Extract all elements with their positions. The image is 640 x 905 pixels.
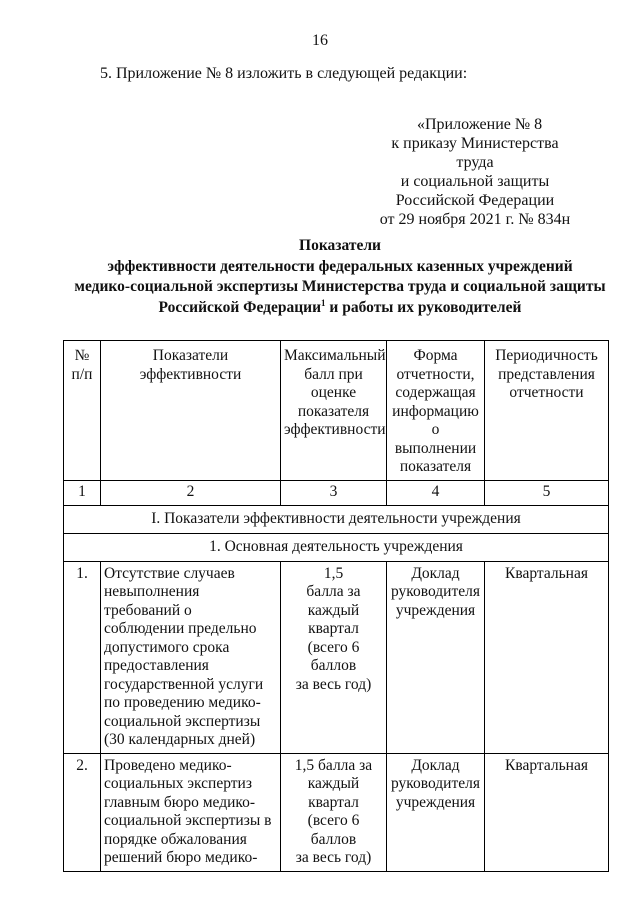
appendix-line-1: «Приложение № 8 (417, 116, 543, 133)
subsection-heading: 1. Основная деятельность учреждения (64, 533, 609, 561)
column-number: 2 (101, 480, 281, 505)
max-score-text: 1,5 балла за каждый квартал (всего 6 баллов за весь год) (294, 756, 373, 866)
title-line-4 (60, 298, 620, 319)
section-heading: I. Показатели эффективности деятельности учреждения (64, 505, 609, 533)
header-num-text: № п/п (71, 347, 93, 383)
column-number-row (64, 480, 609, 505)
appendix-line-5: от 29 ноября 2021 г. № 834н (379, 211, 571, 228)
table-header-row (64, 341, 609, 481)
row-number-text: 2. (76, 756, 88, 774)
header-cell-periodicity (485, 341, 609, 481)
indicators-table (63, 340, 609, 872)
document-title (60, 236, 620, 318)
title-line-4-a: Российской Федерации (158, 298, 322, 316)
periodicity-cell (485, 561, 609, 753)
column-number: 3 (281, 480, 387, 505)
report-form-text: Доклад руководителя учреждения (390, 564, 480, 619)
periodicity-cell (485, 753, 609, 871)
appendix-line-4: Российской Федерации (395, 192, 555, 209)
column-number: 5 (485, 480, 609, 505)
page-number: 16 (312, 32, 328, 49)
section-row (64, 505, 609, 533)
indicator-text: Проведено медико- социальных экспертиз главным бюро медико- социальной экспертизы в порядке обжалования решений бюро медико- (104, 756, 272, 866)
title-line-1: Показатели (299, 237, 381, 254)
footnote-mark: 1 (321, 297, 326, 308)
column-number: 1 (64, 480, 101, 505)
indicator-cell (101, 753, 281, 871)
row-number-text: 1. (76, 564, 88, 582)
header-cell-max-score (281, 341, 387, 481)
report-form-cell (387, 753, 485, 871)
header-indicator-text: Показатели эффективности (139, 347, 242, 383)
table-row (64, 753, 609, 871)
max-score-text: 1,5 балла за каждый квартал (всего 6 баллов за весь год) (295, 564, 372, 693)
indicator-cell (101, 561, 281, 753)
header-periodicity-text: Периодичность представления отчетности (495, 347, 598, 401)
title-line-2: эффективности деятельности федеральных казенных учреждений (107, 257, 573, 275)
header-cell-report-form (387, 341, 485, 481)
header-report-form-text: Форма отчетности, содержащая информацию о выполнении показателя (392, 347, 479, 475)
header-cell-num (64, 341, 101, 481)
title-line-3: медико-социальной экспертизы Министерства труда и социальной защиты (74, 278, 606, 295)
header-max-score-text: Максимальный балл при оценке показателя эффективности (284, 347, 386, 438)
periodicity-text: Квартальная (505, 564, 588, 582)
row-number (64, 753, 101, 871)
periodicity-text: Квартальная (505, 756, 588, 774)
report-form-text: Доклад руководителя учреждения (390, 756, 480, 811)
appendix-line-3: и социальной защиты (400, 173, 550, 190)
table-row (64, 561, 609, 753)
appendix-line-2: к приказу Министерства труда (391, 135, 559, 171)
title-line-4-b: и работы их руководителей (325, 298, 522, 316)
max-score-cell (281, 753, 387, 871)
intro-text: 5. Приложение № 8 изложить в следующей редакции: (100, 65, 468, 82)
column-number: 4 (387, 480, 485, 505)
subsection-row (64, 533, 609, 561)
header-cell-indicator (101, 341, 281, 481)
appendix-header (375, 115, 575, 229)
row-number (64, 561, 101, 753)
report-form-cell (387, 561, 485, 753)
indicator-text: Отсутствие случаев невыполнения требований о соблюдении предельно допустимого срока предоставления государственной услуги по проведению медико- социальной экспертизы (30 календарных дней) (104, 564, 264, 748)
max-score-cell (281, 561, 387, 753)
